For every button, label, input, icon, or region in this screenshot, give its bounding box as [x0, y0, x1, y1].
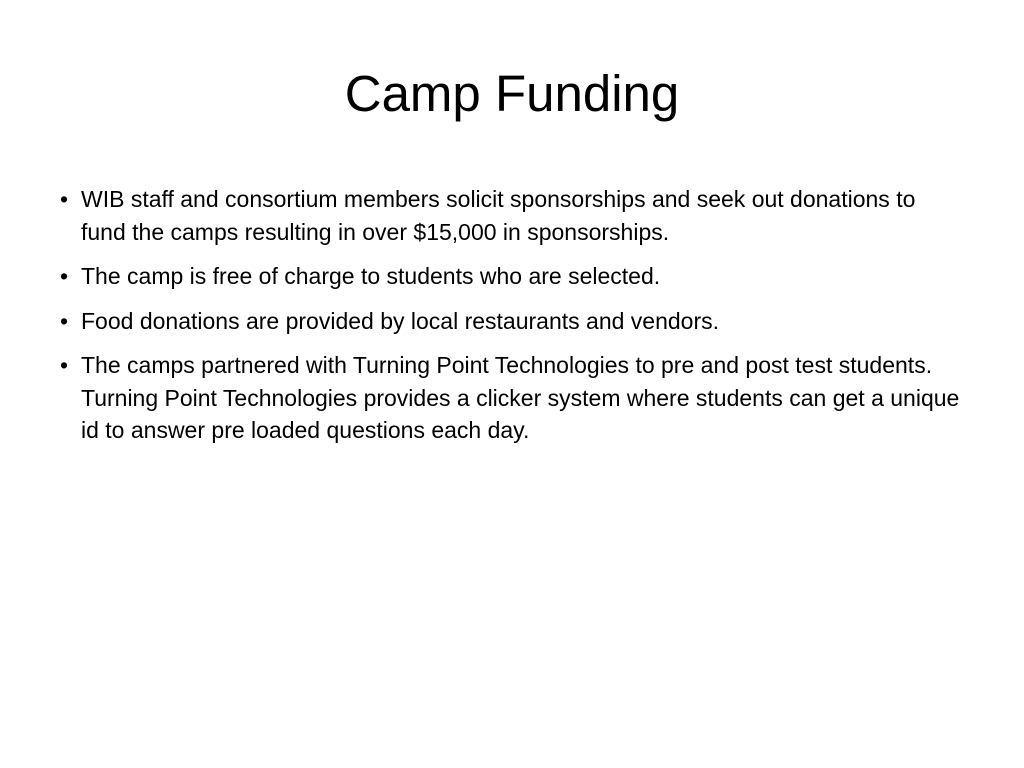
bullet-dot-icon: •	[60, 307, 69, 334]
bullet-item	[60, 260, 965, 293]
bullet-dot-icon: •	[60, 352, 69, 378]
bullet-item	[60, 305, 965, 338]
bullet-dot-icon: •	[60, 263, 69, 289]
bullet-item	[60, 183, 965, 248]
bullet-item	[60, 349, 965, 447]
bullet-text: Food donations are provided by local restaurants and vendors.	[81, 307, 720, 334]
bullet-text: The camp is free of charge to students who are selected.	[81, 263, 661, 289]
bullet-list	[60, 183, 965, 459]
bullet-text: WIB staff and consortium members solicit sponsorships and seek out donations to fund the camps resulting in over $15,000 in sponsorships.	[81, 186, 916, 245]
slide-title: Camp Funding	[344, 65, 680, 122]
bullet-dot-icon: •	[60, 186, 69, 212]
bullet-text: The camps partnered with Turning Point Technologies to pre and post test students. Turning Point Technologies provides a clicker system where students can get a unique id to answer pre loaded questions each day.	[81, 352, 960, 443]
